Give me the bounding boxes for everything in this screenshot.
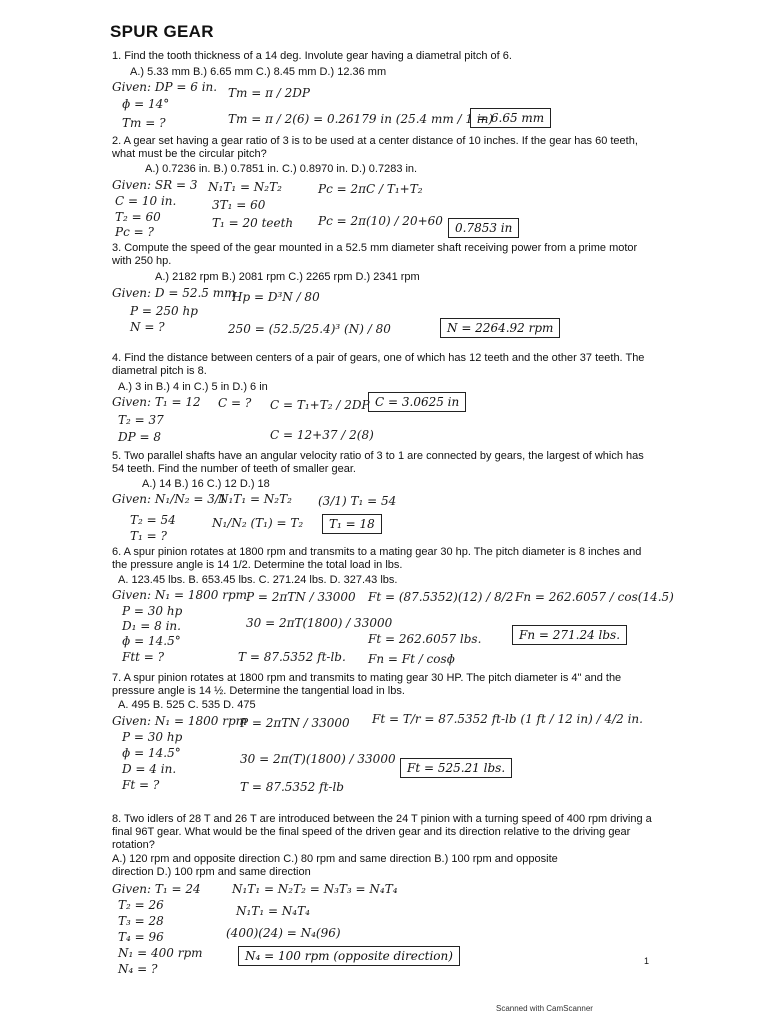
problem-1-given: Given: DP = 6 in. [112, 80, 218, 94]
problem-2-question: 2. A gear set having a gear ratio of 3 is to be used at a center distance of 10 inches. If the gear has 60 teeth, what must be the circular pitch? [112, 135, 638, 160]
problem-7-power-formula: P = 2πTN / 33000 [240, 716, 350, 730]
problem-5-answer: T₁ = 18 [322, 514, 382, 534]
problem-3-answer: N = 2264.92 rpm [440, 318, 560, 338]
problem-1-answer: = 6.65 mm [470, 108, 551, 128]
problem-6-choices: A. 123.45 lbs. B. 653.45 lbs. C. 271.24 lbs. D. 327.43 lbs. [118, 574, 398, 586]
problem-4-unknown: C = ? [218, 396, 252, 410]
problem-4-formula: C = T₁+T₂ / 2DP [270, 398, 370, 412]
problem-5-given: Given: N₁/N₂ = 3/1 [112, 492, 227, 506]
problem-8-t4: T₄ = 96 [118, 930, 164, 944]
problem-2-eq3: T₁ = 20 teeth [212, 216, 294, 230]
problem-8-given: Given: T₁ = 24 [112, 882, 201, 896]
problem-7-given: Given: N₁ = 1800 rpm [112, 714, 248, 728]
problem-6-ft-result: Ft = 262.6057 lbs. [368, 632, 482, 646]
problem-7-answer: Ft = 525.21 lbs. [400, 758, 512, 778]
problem-7-angle: ɸ = 14.5° [122, 746, 181, 760]
problem-3-given: Given: D = 52.5 mm [112, 286, 236, 300]
problem-4-t2: T₂ = 37 [118, 413, 164, 427]
problem-3-unknown: N = ? [130, 320, 165, 334]
problem-8-chain: N₁T₁ = N₂T₂ = N₃T₃ = N₄T₄ [232, 882, 398, 896]
problem-1-unknown: Tт = ? [122, 116, 166, 130]
problem-5-calc: (3/1) T₁ = 54 [318, 494, 397, 508]
problem-7-power: P = 30 hp [122, 730, 183, 744]
problem-4-dp: DP = 8 [118, 430, 162, 444]
problem-6-torque: T = 87.5352 ft-lb. [238, 650, 346, 664]
problem-8-answer: N₄ = 100 rpm (opposite direction) [238, 946, 460, 966]
problem-8-n1: N₁ = 400 rpm [118, 946, 203, 960]
problem-6-diameter: D₁ = 8 in. [122, 619, 181, 633]
problem-7-unknown: Ft = ? [122, 778, 160, 792]
problem-2-t2: T₂ = 60 [115, 210, 161, 224]
problem-6-question: 6. A spur pinion rotates at 1800 rpm and transmits to a mating gear 30 hp. The pitch diameter is 8 inches and the pressure angle is 14 1/2. Determine the total load in lbs. [112, 546, 642, 571]
problem-8-choices: A.) 120 rpm and opposite direction C.) 80 rpm and same direction B.) 100 rpm and opposite direction D.) 100 rpm and same direction [112, 853, 558, 878]
problem-4-answer: C = 3.0625 in [368, 392, 466, 412]
problem-5-t2: T₂ = 54 [130, 513, 176, 527]
problem-7-power-calc: 30 = 2π(T)(1800) / 33000 [240, 752, 396, 766]
problem-6-fn-formula: Fn = Ft / cosɸ [368, 652, 455, 666]
problem-1-formula: Tт = π / 2DP [228, 86, 310, 100]
problem-5-eq1: N₁T₁ = N₂T₂ [218, 492, 292, 506]
problem-8-question: 8. Two idlers of 28 T and 26 T are introduced between the 24 T pinion with a turning speed of 400 rpm driving a final 96T gear. What would be the final speed of the driven gear and its direction relative to the driving gear rotation? [112, 813, 652, 851]
problem-2-eq1: N₁T₁ = N₂T₂ [208, 180, 282, 194]
problem-8-t3: T₃ = 28 [118, 914, 164, 928]
problem-6-power-formula: P = 2πTN / 33000 [246, 590, 356, 604]
problem-2-given: Given: SR = 3 [112, 178, 198, 192]
problem-5-question: 5. Two parallel shafts have an angular velocity ratio of 3 to 1 are connected by gears, the largest of which has 54 teeth. Find the number of teeth of smaller gear. [112, 450, 644, 475]
problem-1-choices: A.) 5.33 mm B.) 6.65 mm C.) 8.45 mm D.) 12.36 mm [130, 66, 387, 78]
problem-1-calc: Tт = π / 2(6) = 0.26179 in (25.4 mm / 1 in) [228, 112, 494, 126]
problem-2-answer: 0.7853 in [448, 218, 519, 238]
problem-3-question: 3. Compute the speed of the gear mounted in a 52.5 mm diameter shaft receiving power from a prime motor with 250 hp. [112, 242, 638, 267]
problem-2-eq2: 3T₁ = 60 [212, 198, 266, 212]
problem-8-t2: T₂ = 26 [118, 898, 164, 912]
problem-6-ft-formula: Ft = (87.5352)(12) / 8/2 [368, 590, 514, 604]
problem-5-eq2: N₁/N₂ (T₁) = T₂ [212, 516, 304, 530]
problem-2-calc: Pc = 2π(10) / 20+60 [318, 214, 443, 228]
problem-1-question: 1. Find the tooth thickness of a 14 deg. Involute gear having a diametral pitch of 6. [112, 50, 512, 62]
problem-7-question: 7. A spur pinion rotates at 1800 rpm and transmits to mating gear 30 HP. The pitch diameter is 4" and the pressure angle is 14 ½. Determine the tangential load in lbs. [112, 672, 622, 697]
problem-8-calc: (400)(24) = N₄(96) [226, 926, 341, 940]
problem-6-unknown: Ftt = ? [122, 650, 165, 664]
problem-2-c: C = 10 in. [115, 194, 177, 208]
problem-4-calc: C = 12+37 / 2(8) [270, 428, 374, 442]
problem-4-given: Given: T₁ = 12 [112, 395, 201, 409]
problem-3-power: P = 250 hp [130, 304, 198, 318]
problem-3-choices: A.) 2182 rpm B.) 2081 rpm C.) 2265 rpm D.) 2341 rpm [155, 271, 420, 283]
problem-2-unknown: Pc = ? [115, 225, 154, 239]
problem-7-choices: A. 495 B. 525 C. 535 D. 475 [118, 699, 256, 711]
problem-4-question: 4. Find the distance between centers of a pair of gears, one of which has 12 teeth and the other 37 teeth. The diametral pitch is 8. [112, 352, 645, 377]
problem-6-answer: Fn = 271.24 lbs. [512, 625, 627, 645]
problem-3-formula: Hp = D³N / 80 [232, 290, 320, 304]
problem-2-choices: A.) 0.7236 in. B.) 0.7851 in. C.) 0.8970 in. D.) 0.7283 in. [145, 163, 418, 175]
problem-8-simplified: N₁T₁ = N₄T₄ [236, 904, 310, 918]
problem-3-calc: 250 = (52.5/25.4)³ (N) / 80 [228, 322, 391, 336]
problem-6-angle: ɸ = 14.5° [122, 634, 181, 648]
problem-4-choices: A.) 3 in B.) 4 in C.) 5 in D.) 6 in [118, 381, 268, 393]
scanner-watermark: Scanned with CamScanner [496, 1004, 593, 1013]
problem-7-ft-calc: Ft = T/r = 87.5352 ft-lb (1 ft / 12 in) / 4/2 in. [372, 712, 643, 726]
problem-5-choices: A.) 14 B.) 16 C.) 12 D.) 18 [142, 478, 270, 490]
problem-6-power-calc: 30 = 2πT(1800) / 33000 [246, 616, 393, 630]
problem-6-fn-calc: Fn = 262.6057 / cos(14.5) [515, 590, 674, 604]
page-number: 1 [644, 956, 650, 966]
problem-7-diameter: D = 4 in. [122, 762, 177, 776]
problem-1-angle: ɸ = 14° [122, 97, 170, 111]
problem-6-power: P = 30 hp [122, 604, 183, 618]
problem-8-unknown: N₄ = ? [118, 962, 158, 976]
problem-7-torque: T = 87.5352 ft-lb [240, 780, 344, 794]
problem-5-unknown: T₁ = ? [130, 529, 167, 543]
problem-2-formula: Pc = 2πC / T₁+T₂ [318, 182, 423, 196]
problem-6-given: Given: N₁ = 1800 rpm [112, 588, 248, 602]
page-title: SPUR GEAR [110, 22, 214, 41]
